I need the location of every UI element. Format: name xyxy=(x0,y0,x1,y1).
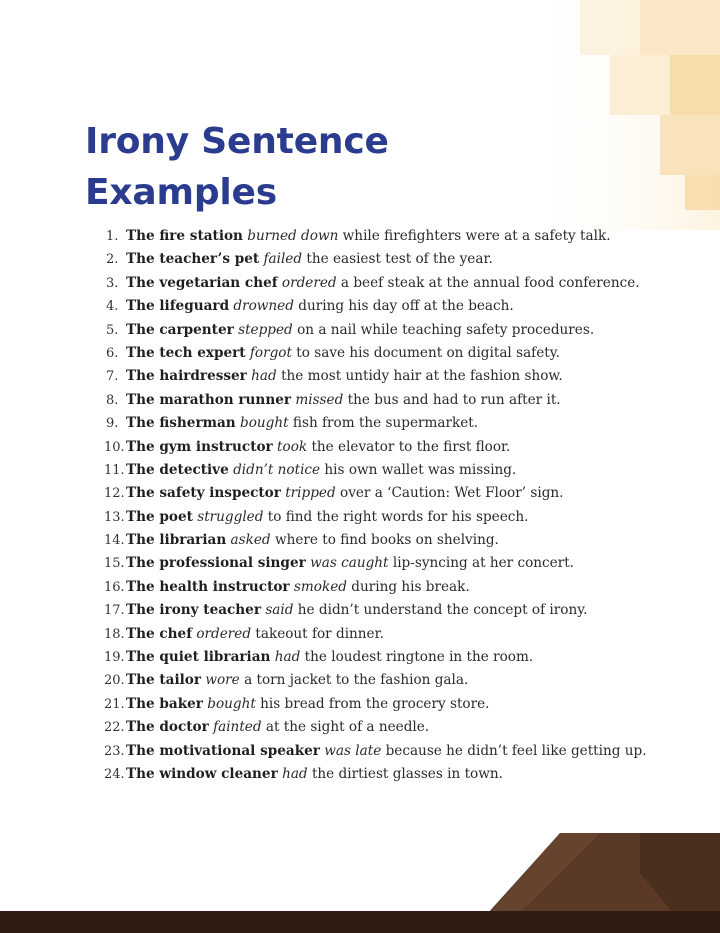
title-line-1: Irony Sentence xyxy=(85,121,389,162)
item-verb: ordered xyxy=(281,274,337,291)
item-verb: tripped xyxy=(285,485,336,502)
item-number: 10. xyxy=(104,439,125,455)
item-verb: asked xyxy=(230,532,271,549)
item-number: 22. xyxy=(104,720,125,736)
item-subject: The health instructor xyxy=(126,578,290,595)
item-rest: where to find books on shelving. xyxy=(274,532,499,549)
item-rest: he didn’t understand the concept of irony. xyxy=(297,602,588,619)
item-rest: the bus and had to run after it. xyxy=(347,391,561,408)
list-item xyxy=(96,623,696,646)
item-number: 1. xyxy=(106,229,119,244)
item-rest: a torn jacket to the fashion gala. xyxy=(244,672,469,689)
item-number: 2. xyxy=(106,252,119,268)
decorative-corner-top xyxy=(520,0,720,230)
item-verb: had xyxy=(282,765,308,782)
item-subject: The teacher’s pet xyxy=(126,251,260,268)
item-subject: The doctor xyxy=(126,719,209,736)
item-rest: the dirtiest glasses in town. xyxy=(311,765,503,782)
item-number: 18. xyxy=(104,626,125,642)
item-number: 19. xyxy=(104,650,125,666)
examples-list xyxy=(96,225,696,786)
item-number: 16. xyxy=(104,579,125,595)
item-rest: to save his document on digital safety. xyxy=(296,344,560,361)
item-number: 12. xyxy=(104,486,125,502)
item-subject: The chef xyxy=(126,625,193,642)
item-verb: drowned xyxy=(233,298,294,315)
list-item xyxy=(96,669,696,692)
item-verb: stepped xyxy=(238,321,293,338)
item-verb: missed xyxy=(295,391,344,408)
item-subject: The tailor xyxy=(126,672,202,689)
item-number: 6. xyxy=(106,345,119,361)
list-item xyxy=(96,459,696,482)
list-item xyxy=(96,740,696,763)
list-item xyxy=(96,389,696,412)
list-item xyxy=(96,436,696,459)
item-subject: The carpenter xyxy=(126,321,234,338)
item-verb: was late xyxy=(324,742,382,759)
list-item xyxy=(96,529,696,552)
item-rest: the loudest ringtone in the room. xyxy=(304,649,534,666)
item-rest: the easiest test of the year. xyxy=(306,251,493,268)
item-number: 13. xyxy=(104,509,125,525)
item-subject: The poet xyxy=(126,508,193,525)
item-verb: forgot xyxy=(249,344,292,361)
item-verb: bought xyxy=(240,415,289,432)
list-item xyxy=(96,482,696,505)
item-subject: The lifeguard xyxy=(126,298,230,315)
item-subject: The librarian xyxy=(126,532,227,549)
item-rest: on a nail while teaching safety procedures. xyxy=(297,321,595,338)
item-rest: to find the right words for his speech. xyxy=(267,508,529,525)
item-subject: The professional singer xyxy=(126,555,306,572)
item-subject: The motivational speaker xyxy=(126,742,320,759)
item-rest: while firefighters were at a safety talk. xyxy=(342,228,611,244)
item-subject: The baker xyxy=(126,695,203,712)
item-verb: didn’t notice xyxy=(233,461,321,478)
item-number: 11. xyxy=(104,462,125,478)
item-subject: The irony teacher xyxy=(126,602,261,619)
item-number: 15. xyxy=(104,556,125,572)
list-item xyxy=(96,365,696,388)
list-item xyxy=(96,319,696,342)
item-number: 7. xyxy=(106,369,119,385)
item-rest: the elevator to the first floor. xyxy=(311,438,511,455)
item-subject: The detective xyxy=(126,461,229,478)
list-item xyxy=(96,693,696,716)
item-rest: his own wallet was missing. xyxy=(324,461,517,478)
item-number: 14. xyxy=(104,533,125,549)
list-item xyxy=(96,225,696,248)
item-verb: fainted xyxy=(213,719,262,736)
item-verb: struggled xyxy=(197,508,264,525)
decorative-corner-bottom xyxy=(0,833,720,933)
item-rest: during his break. xyxy=(351,578,470,595)
item-subject: The tech expert xyxy=(126,344,246,361)
item-rest: a beef steak at the annual food conference. xyxy=(340,274,640,291)
page-title xyxy=(85,116,389,218)
item-verb: wore xyxy=(205,672,240,689)
item-number: 5. xyxy=(106,322,119,338)
list-item xyxy=(96,272,696,295)
item-verb: failed xyxy=(263,251,303,268)
item-rest: during his day off at the beach. xyxy=(298,298,514,315)
item-verb: smoked xyxy=(293,578,347,595)
item-subject: The marathon runner xyxy=(126,391,292,408)
item-number: 4. xyxy=(106,299,119,315)
list-item xyxy=(96,599,696,622)
list-item xyxy=(96,646,696,669)
item-number: 17. xyxy=(104,603,125,619)
item-verb: took xyxy=(277,438,308,455)
list-item xyxy=(96,763,696,786)
item-number: 24. xyxy=(104,766,125,782)
list-item xyxy=(96,342,696,365)
item-number: 20. xyxy=(104,673,125,689)
item-verb: was caught xyxy=(310,555,389,572)
item-subject: The window cleaner xyxy=(126,765,278,782)
item-verb: burned down xyxy=(247,228,339,244)
item-verb: said xyxy=(265,602,294,619)
item-rest: over a ‘Caution: Wet Floor’ sign. xyxy=(340,485,564,502)
item-subject: The quiet librarian xyxy=(126,649,271,666)
item-subject: The fire station xyxy=(126,228,243,244)
item-number: 21. xyxy=(104,696,125,712)
item-rest: fish from the supermarket. xyxy=(292,415,479,432)
item-verb: had xyxy=(251,368,277,385)
item-subject: The fisherman xyxy=(126,415,236,432)
item-verb: bought xyxy=(207,695,256,712)
item-rest: because he didn’t feel like getting up. xyxy=(385,742,647,759)
title-line-2: Examples xyxy=(85,172,277,213)
list-item xyxy=(96,295,696,318)
item-number: 3. xyxy=(106,275,119,291)
item-rest: takeout for dinner. xyxy=(255,625,384,642)
item-rest: the most untidy hair at the fashion show. xyxy=(281,368,563,385)
item-number: 8. xyxy=(106,392,119,408)
item-rest: lip-syncing at her concert. xyxy=(392,555,574,572)
item-number: 9. xyxy=(106,416,119,432)
list-item xyxy=(96,552,696,575)
list-item xyxy=(96,412,696,435)
item-subject: The safety inspector xyxy=(126,485,281,502)
list-item xyxy=(96,248,696,271)
list-item xyxy=(96,506,696,529)
item-subject: The vegetarian chef xyxy=(126,274,278,291)
list-item xyxy=(96,576,696,599)
item-number: 23. xyxy=(104,743,125,759)
item-subject: The hairdresser xyxy=(126,368,247,385)
item-verb: had xyxy=(274,649,301,666)
item-subject: The gym instructor xyxy=(126,438,273,455)
item-verb: ordered xyxy=(196,625,252,642)
item-rest: his bread from the grocery store. xyxy=(260,695,490,712)
item-rest: at the sight of a needle. xyxy=(265,719,430,736)
list-item xyxy=(96,716,696,739)
